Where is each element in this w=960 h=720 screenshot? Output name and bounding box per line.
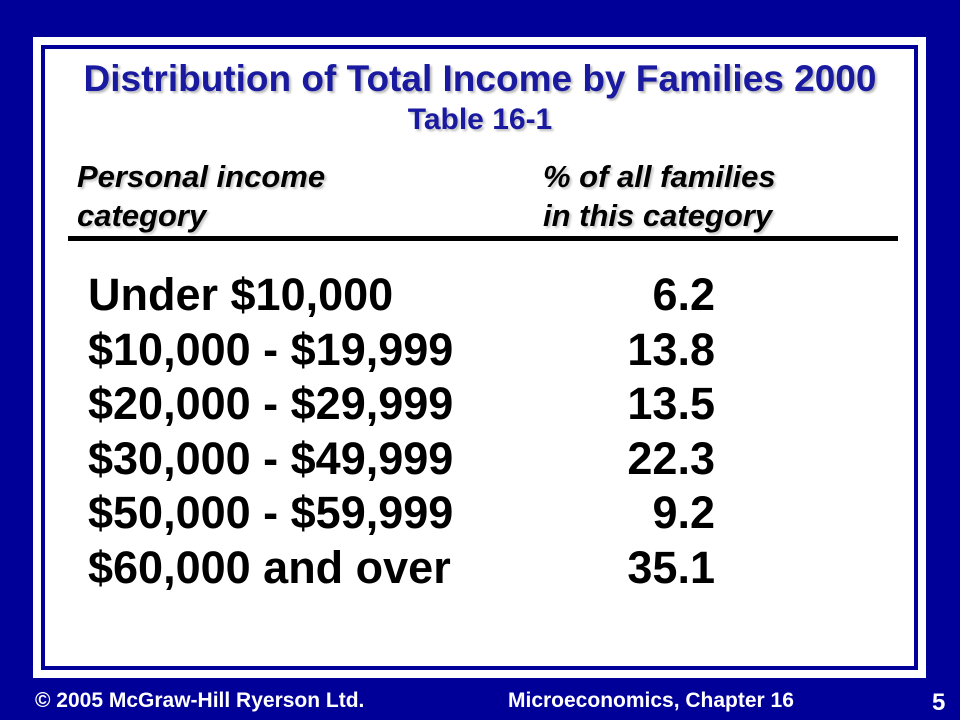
family-percentage: 13.8 — [627, 323, 715, 375]
income-category: Under $10,000 — [88, 269, 394, 320]
table-row — [88, 486, 715, 541]
footer-course-title: Microeconomics, Chapter 16 — [508, 689, 794, 712]
family-percentage: 9.2 — [652, 487, 715, 538]
column-header-line: category — [77, 198, 207, 233]
slide-page-number: 5 — [932, 689, 946, 716]
column-header-income-category — [77, 157, 325, 235]
table-row — [88, 323, 715, 378]
family-percentage: 22.3 — [627, 432, 715, 484]
income-table-body — [88, 268, 715, 595]
table-row — [88, 377, 715, 432]
income-category: $10,000 - $19,999 — [88, 323, 454, 375]
footer-copyright: © 2005 McGraw-Hill Ryerson Ltd. — [35, 689, 365, 712]
family-percentage: 6.2 — [652, 269, 715, 320]
income-category: $30,000 - $49,999 — [88, 432, 454, 484]
income-category: $60,000 and over — [88, 541, 451, 593]
column-header-family-percentage — [543, 157, 776, 235]
column-header-line: in this category — [543, 198, 773, 233]
column-header-line: Personal income — [77, 159, 326, 194]
income-category: $20,000 - $29,999 — [88, 378, 454, 429]
income-category: $50,000 - $59,999 — [88, 487, 454, 538]
table-row — [88, 268, 715, 323]
family-percentage: 13.5 — [627, 378, 715, 429]
slide-title: Distribution of Total Income by Families 2000 — [83, 58, 877, 99]
table-row — [88, 432, 715, 487]
table-row — [88, 541, 715, 596]
family-percentage: 35.1 — [627, 541, 715, 593]
slide-subtitle: Table 16-1 — [407, 103, 553, 136]
column-header-line: % of all families — [543, 159, 776, 194]
header-divider — [68, 236, 898, 241]
